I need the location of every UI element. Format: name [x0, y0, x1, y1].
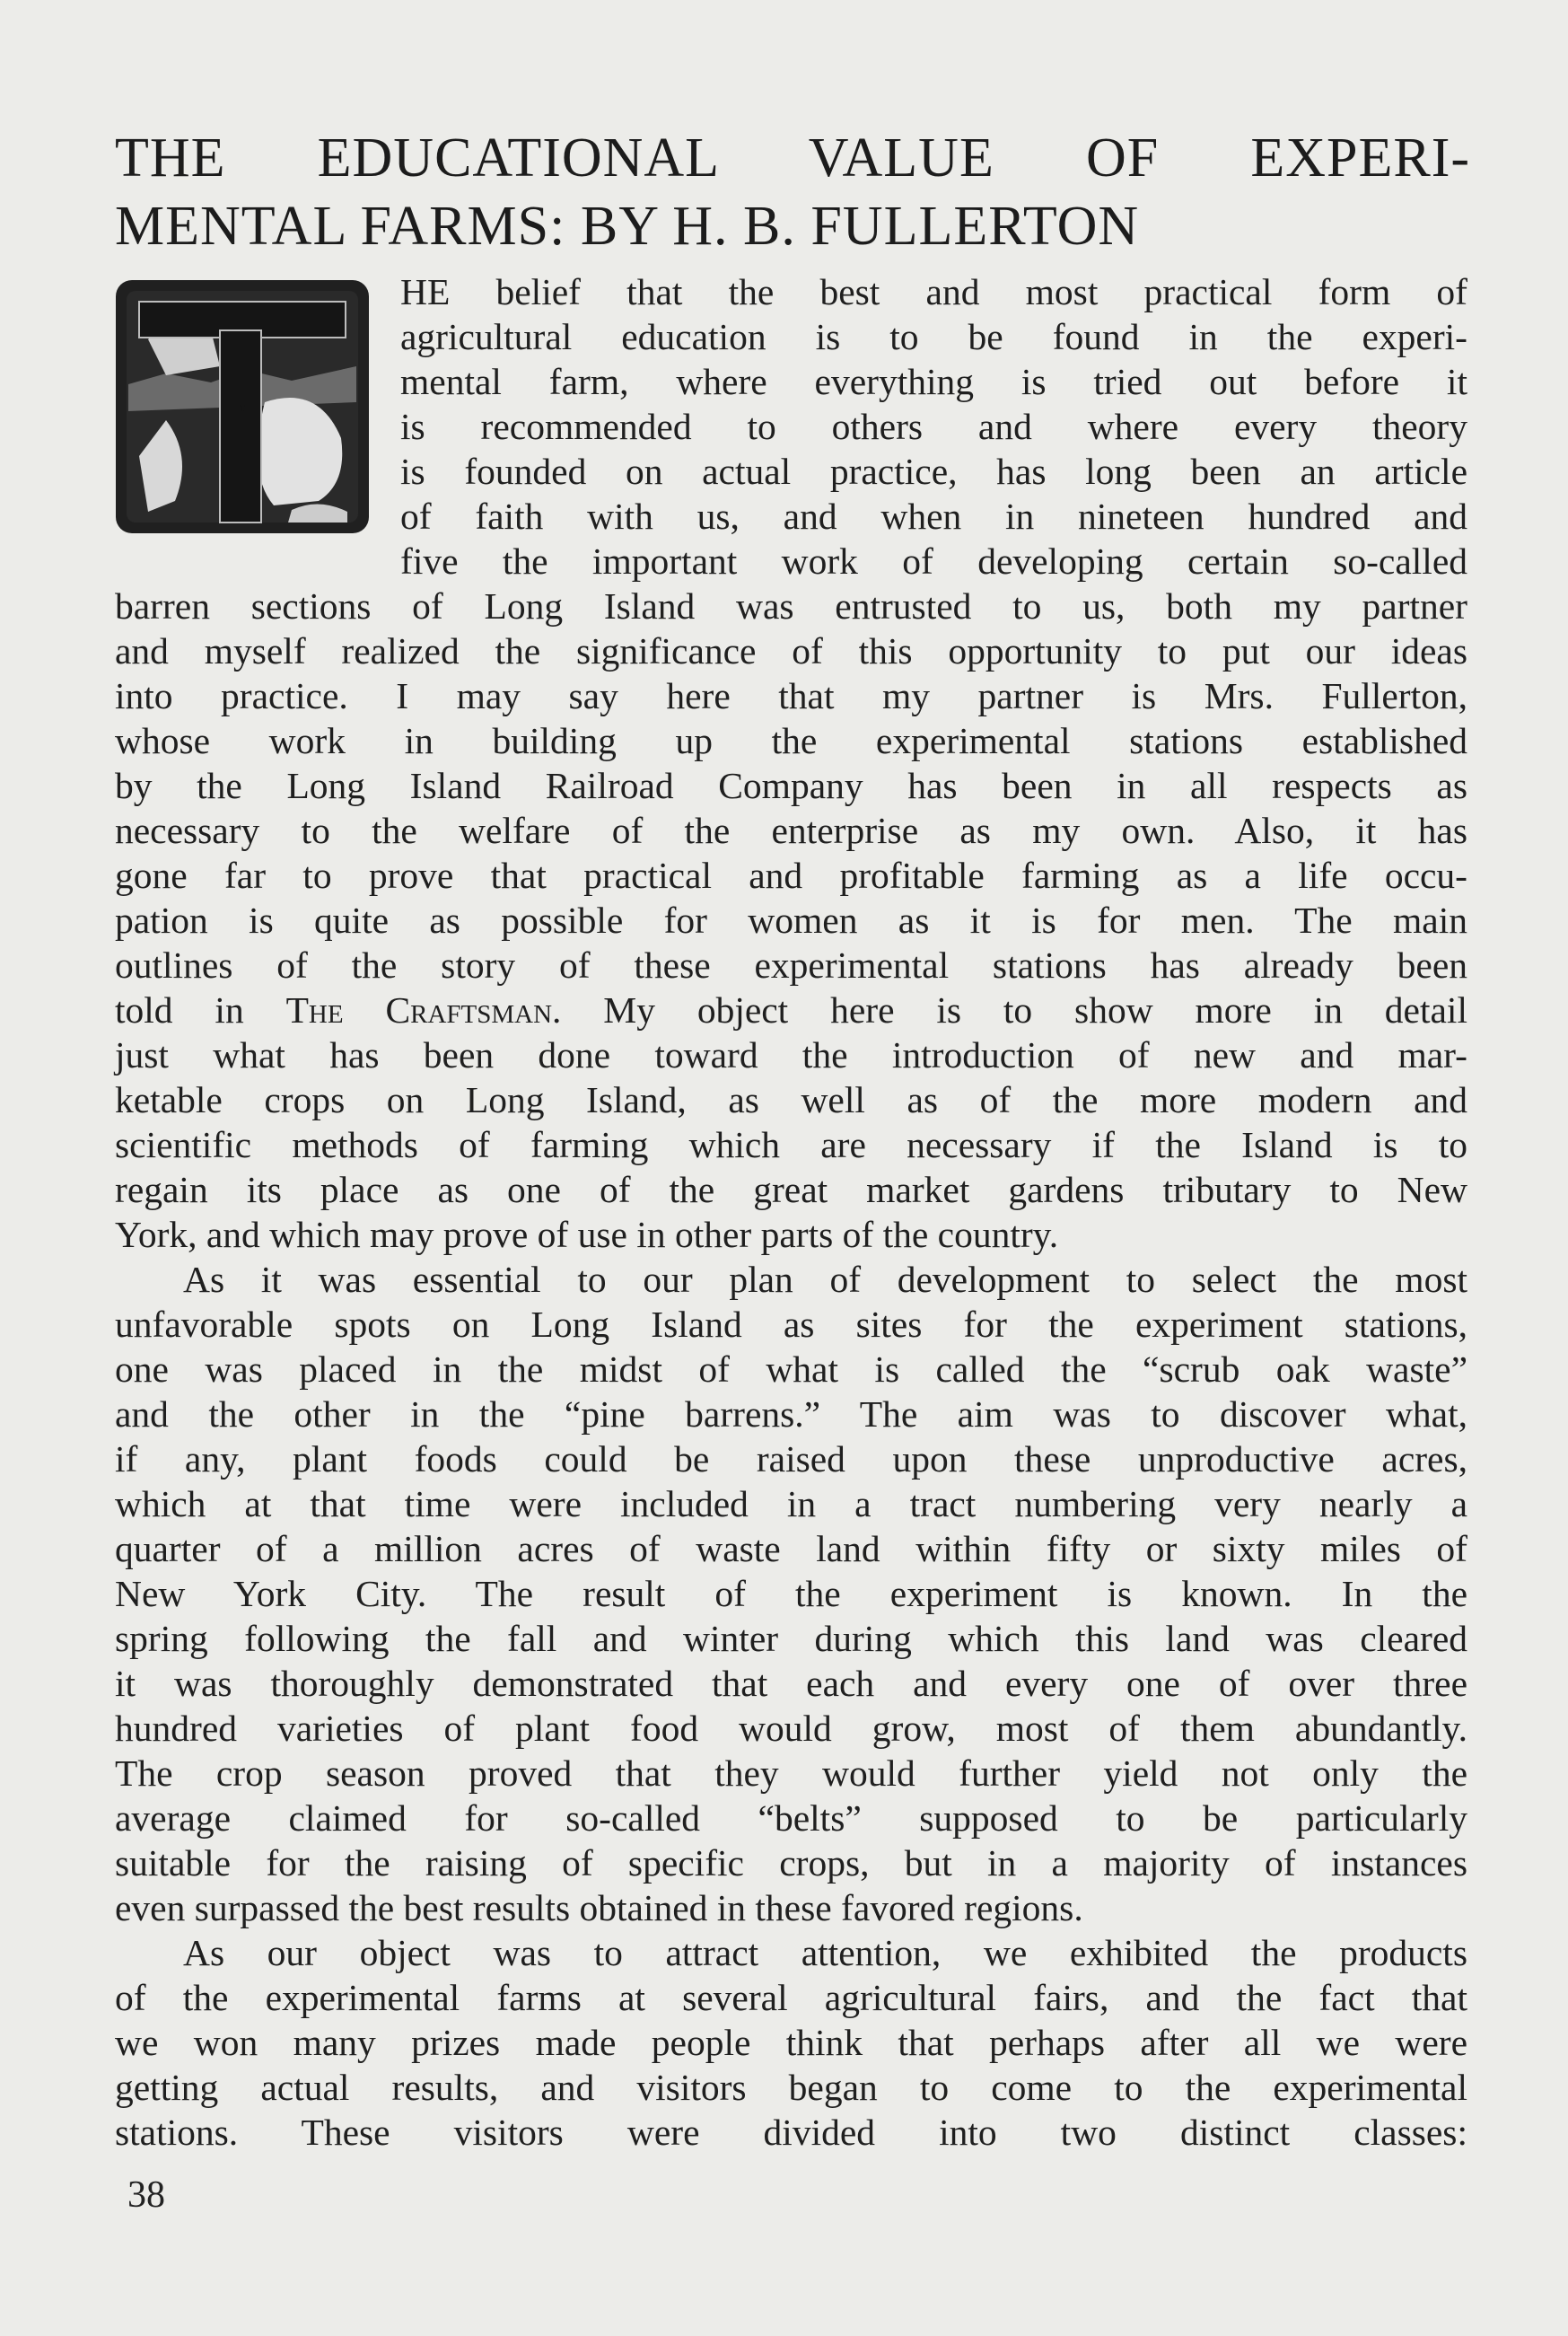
text-line: hundred varieties of plant food would grow, most of them abundantly.	[115, 1708, 1467, 1749]
paragraph-1-end	[115, 1032, 1467, 1257]
text-line: and the other in the “pine barrens.” The aim was to discover what,	[115, 1393, 1467, 1435]
text-line: barren sections of Long Island was entrusted to us, both my partner	[115, 585, 1467, 627]
text-line: regain its place as one of the great market gardens tributary to New	[115, 1169, 1467, 1210]
text-line: mental farm, where everything is tried out before it	[400, 361, 1467, 402]
text-line: As our object was to attract attention, we exhibited the products	[183, 1932, 1467, 1973]
paragraph-2	[115, 1257, 1467, 1930]
text-line: stations. These visitors were divided into two distinct classes:	[115, 2112, 1467, 2153]
text-line: we won many prizes made people think that perhaps after all we were	[115, 2022, 1467, 2063]
text-line: even surpassed the best results obtained in these favored regions.	[115, 1887, 1083, 1928]
text-line: quarter of a million acres of waste land within fifty or sixty miles of	[115, 1528, 1467, 1569]
text-line: pation is quite as possible for women as it is for men. The main	[115, 900, 1467, 941]
text-line: ketable crops on Long Island, as well as of the more modern and	[115, 1079, 1467, 1120]
text-line: if any, plant foods could be raised upon these unproductive acres,	[115, 1438, 1467, 1480]
page-number: 38	[127, 2174, 165, 2216]
text-line: gone far to prove that practical and profitable farming as a life occu-	[115, 855, 1467, 896]
text-line: York, and which may prove of use in other parts of the country.	[115, 1214, 1059, 1255]
article-title	[115, 124, 1470, 260]
text-line: one was placed in the midst of what is called the “scrub oak waste”	[115, 1348, 1467, 1390]
text-line: spring following the fall and winter during which this land was cleared	[115, 1618, 1467, 1659]
text-line: scientific methods of farming which are necessary if the Island is to	[115, 1124, 1467, 1165]
text-line: The crop season proved that they would further yield not only the	[115, 1752, 1467, 1794]
text-line: just what has been done toward the introduction of new and mar-	[115, 1034, 1467, 1076]
text-line: outlines of the story of these experimental stations has already been	[115, 944, 1467, 986]
title-line-2: MENTAL FARMS: BY H. B. FULLERTON	[115, 196, 1140, 257]
text-line: is recommended to others and where every theory	[400, 406, 1467, 447]
text-line: of faith with us, and when in nineteen hundred and	[400, 496, 1467, 537]
text-line: whose work in building up the experimental stations established	[115, 720, 1467, 761]
text-line: getting actual results, and visitors began to come to the experimental	[115, 2067, 1467, 2108]
text-line: agricultural education is to be found in the experi-	[400, 316, 1467, 357]
text-line: is founded on actual practice, has long been an article	[400, 451, 1467, 492]
text-line: it was thoroughly demonstrated that each and every one of over three	[115, 1663, 1467, 1704]
text-line: told in The Craftsman. My object here is to show more in detail	[115, 989, 1467, 1031]
text-line: of the experimental farms at several agricultural fairs, and the fact that	[115, 1977, 1467, 2018]
text-line: New York City. The result of the experiment is known. In the	[115, 1573, 1467, 1614]
text-line: unfavorable spots on Long Island as sites for the experiment stations,	[115, 1304, 1467, 1345]
text-line: average claimed for so-called “belts” supposed to be particularly	[115, 1797, 1467, 1839]
text-line: HE belief that the best and most practical form of	[400, 271, 1467, 312]
paragraph-1	[115, 269, 1467, 988]
text-line: suitable for the raising of specific crops, but in a majority of instances	[115, 1842, 1467, 1884]
text-line: into practice. I may say here that my partner is Mrs. Fullerton,	[115, 675, 1467, 716]
drop-cap-letter: T	[239, 404, 246, 414]
article-body	[115, 269, 1467, 2155]
title-line-1: THE EDUCATIONAL VALUE OF EXPERI-	[115, 127, 1470, 189]
text-line: by the Long Island Railroad Company has been in all respects as	[115, 765, 1467, 806]
text-line: and myself realized the significance of this opportunity to put our ideas	[115, 630, 1467, 672]
text-line: necessary to the welfare of the enterprise as my own. Also, it has	[115, 810, 1467, 851]
magazine-name: The Craftsman.	[285, 989, 562, 1031]
text-line: five the important work of developing certain so-called	[400, 540, 1467, 582]
paragraph-3	[115, 1930, 1467, 2155]
text-line: which at that time were included in a tract numbering very nearly a	[115, 1483, 1467, 1524]
text-line: As it was essential to our plan of development to select the most	[183, 1259, 1467, 1300]
